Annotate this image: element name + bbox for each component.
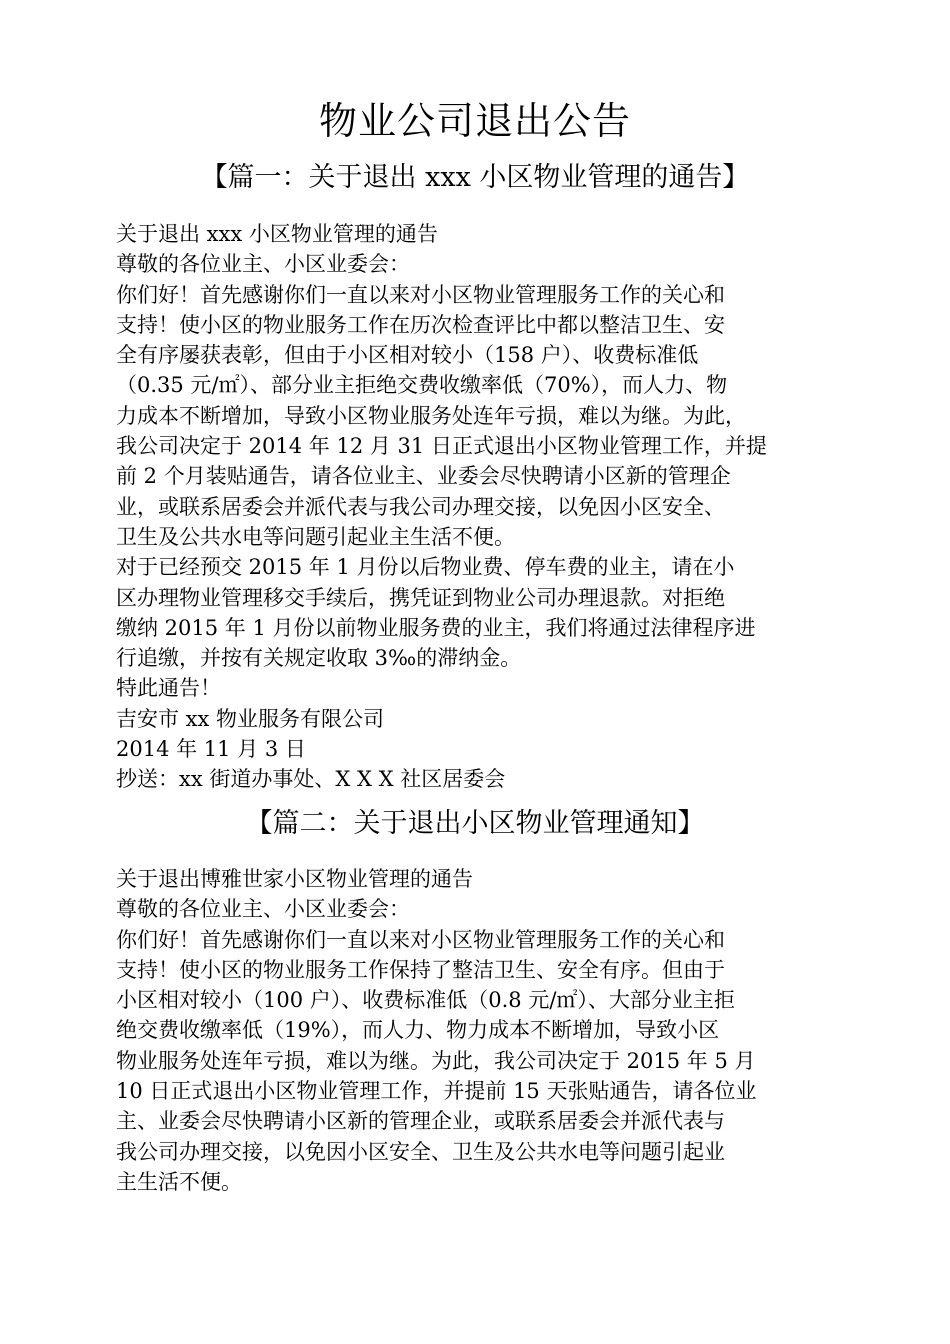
body-text-line: 我公司办理交接，以免因小区安全、卫生及公共水电等问题引起业 bbox=[116, 1139, 725, 1164]
document-title: 物业公司退出公告 bbox=[318, 99, 631, 143]
body-text-line: 前 2 个月装贴通告，请各位业主、业委会尽快聘请小区新的管理企 bbox=[116, 464, 731, 489]
body-text-line: 尊敬的各位业主、小区业委会： bbox=[116, 252, 410, 277]
body-text-line: 支持！使小区的物业服务工作保持了整洁卫生、安全有序。但由于 bbox=[116, 957, 725, 982]
body-text-line: 特此通告！ bbox=[116, 676, 221, 701]
body-text-line: 主生活不便。 bbox=[116, 1169, 242, 1194]
body-text-line: 关于退出 xxx 小区物业管理的通告 bbox=[116, 222, 438, 246]
body-text-line: 对于已经预交 2015 年 1 月份以后物业费、停车费的业主，请在小 bbox=[116, 555, 735, 580]
body-text-line: 主、业委会尽快聘请小区新的管理企业，或联系居委会并派代表与 bbox=[116, 1109, 725, 1134]
body-text-line: （0.35 元/㎡）、部分业主拒绝交费收缴率低（70%），而人力、物 bbox=[116, 373, 728, 398]
section-2-body bbox=[116, 864, 846, 1197]
body-text-line: 支持！使小区的物业服务工作在历次检查评比中都以整洁卫生、安 bbox=[116, 312, 725, 337]
body-text-line: 10 日正式退出小区物业管理工作，并提前 15 天张贴通告，请各位业 bbox=[116, 1079, 757, 1104]
body-text-line: 你们好！首先感谢你们一直以来对小区物业管理服务工作的关心和 bbox=[116, 927, 725, 952]
body-text-line: 吉安市 xx 物业服务有限公司 bbox=[116, 706, 385, 731]
body-text-line: 绝交费收缴率低（19%），而人力、物力成本不断增加，导致小区 bbox=[116, 1018, 720, 1043]
body-text-line: 抄送：xx 街道办事处、X X X 社区居委会 bbox=[116, 767, 506, 792]
body-text-line: 2014 年 11 月 3 日 bbox=[116, 737, 306, 762]
section-1-body bbox=[116, 219, 846, 795]
body-text-line: 行追缴，并按有关规定收取 3‰的滞纳金。 bbox=[116, 646, 522, 671]
body-text-line: 业，或联系居委会并派代表与我公司办理交接，以免因小区安全、 bbox=[116, 494, 725, 519]
body-text-line: 小区相对较小（100 户）、收费标准低（0.8 元/㎡）、大部分业主拒 bbox=[116, 988, 735, 1013]
body-text-line: 缴纳 2015 年 1 月份以前物业服务费的业主，我们将通过法律程序进 bbox=[116, 615, 756, 640]
body-text-line: 力成本不断增加，导致小区物业服务处连年亏损，难以为继。为此， bbox=[116, 403, 746, 428]
body-text-line: 物业服务处连年亏损，难以为继。为此，我公司决定于 2015 年 5 月 bbox=[116, 1048, 756, 1073]
body-text-line: 尊敬的各位业主、小区业委会： bbox=[116, 897, 410, 922]
section-1-heading: 【篇一：关于退出 xxx 小区物业管理的通告】 bbox=[200, 162, 750, 193]
section-2-heading: 【篇二：关于退出小区物业管理通知】 bbox=[245, 808, 705, 839]
body-text-line: 关于退出博雅世家小区物业管理的通告 bbox=[116, 867, 473, 891]
body-text-line: 我公司决定于 2014 年 12 月 31 日正式退出小区物业管理工作，并提 bbox=[116, 434, 767, 459]
body-text-line: 你们好！首先感谢你们一直以来对小区物业管理服务工作的关心和 bbox=[116, 282, 725, 307]
body-text-line: 卫生及公共水电等问题引起业主生活不便。 bbox=[116, 524, 515, 549]
body-text-line: 全有序屡获表彰，但由于小区相对较小（158 户）、收费标准低 bbox=[116, 343, 699, 368]
body-text-line: 区办理物业管理移交手续后，携凭证到物业公司办理退款。对拒绝 bbox=[116, 585, 725, 610]
